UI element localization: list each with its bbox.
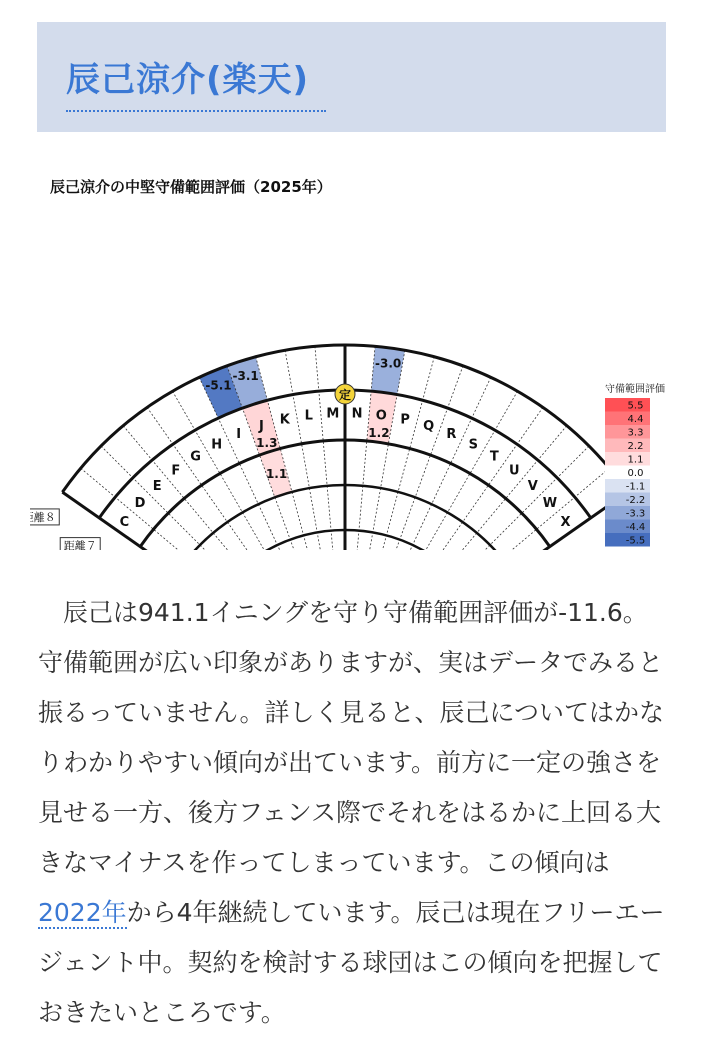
article-body	[38, 588, 668, 1038]
range-chart	[30, 170, 680, 550]
column-label: U	[508, 463, 520, 479]
column-label: O	[375, 408, 387, 424]
legend-tick: 2.2	[627, 441, 644, 452]
column-label: F	[171, 463, 181, 479]
value-label: -3.0	[375, 356, 402, 371]
chart-title: 辰己涼介の中堅守備範囲評価（2025年）	[50, 178, 332, 196]
radial-line	[285, 350, 325, 550]
legend-tick: -5.5	[625, 535, 646, 547]
article-paragraph	[38, 588, 668, 1038]
legend-tick: -4.4	[625, 522, 646, 533]
side-line	[439, 492, 627, 550]
radial-line	[355, 346, 375, 550]
column-label: D	[134, 496, 146, 512]
column-label: V	[527, 479, 538, 495]
title-underline	[66, 110, 326, 112]
legend-tick: -3.3	[625, 508, 646, 520]
column-label: M	[326, 406, 340, 422]
paragraph-text-1: 辰己は941.1イニングを守り守備範囲評価が-11.6。守備範囲が広い印象がありますが、実はデータでみると振るっていません。詳しく見ると、辰己についてはかなりわかりやすい傾向が出ています。前方に一定の強さを見せる一方、後方フェンス際でそれをはるかに上回る大きなマイナスを作ってしまっています。この傾向は	[38, 598, 665, 877]
chart-container	[30, 170, 680, 550]
value-label: 1.2	[368, 426, 390, 441]
column-label: P	[400, 412, 410, 428]
column-label: S	[468, 437, 479, 453]
column-label: K	[279, 412, 290, 428]
legend-tick: 0.0	[627, 468, 644, 479]
year-link[interactable]: 2022年	[38, 898, 127, 927]
paragraph-text-2: から4年継続しています。辰己は現在フリーエージェント中。契約を検討する球団はこの傾向を把握しておきたいところです。	[38, 898, 665, 1027]
radial-line	[315, 346, 335, 550]
legend-tick: 5.5	[627, 400, 644, 412]
value-label: 1.3	[256, 436, 278, 451]
value-label: -5.1	[205, 378, 232, 393]
column-label: N	[351, 406, 363, 422]
legend	[605, 382, 665, 547]
value-label: -3.1	[232, 368, 259, 383]
radial-line	[439, 492, 627, 550]
label-layer	[30, 356, 571, 550]
distance-label: 離８	[33, 510, 56, 524]
radial-line	[426, 446, 589, 550]
column-label: W	[542, 496, 558, 512]
column-label: R	[446, 427, 457, 443]
legend-tick: 4.4	[627, 414, 644, 425]
column-label: I	[236, 427, 242, 443]
column-label: C	[119, 514, 130, 530]
center-marker: 定	[338, 388, 352, 402]
distance-label: 距離７	[63, 539, 97, 550]
column-label: Q	[423, 418, 435, 434]
legend-tick: 1.1	[627, 454, 644, 466]
column-label: T	[489, 449, 499, 465]
field-frame	[62, 345, 627, 550]
column-label: J	[258, 418, 264, 434]
legend-tick: 3.3	[627, 427, 644, 439]
cell-O-outer	[371, 346, 405, 394]
column-label: L	[304, 408, 313, 424]
legend-title: 守備範囲評価	[605, 384, 665, 395]
column-label: X	[560, 514, 571, 530]
page-title: 辰己涼介(楽天)	[66, 60, 310, 100]
legend-tick: -1.1	[625, 481, 646, 493]
column-label: E	[152, 479, 162, 495]
radial-line	[101, 446, 264, 550]
column-label: H	[211, 437, 223, 453]
legend-tick: -2.2	[625, 495, 646, 506]
value-label: 1.1	[265, 467, 288, 482]
radial-line	[394, 377, 491, 550]
column-label: G	[190, 449, 201, 465]
